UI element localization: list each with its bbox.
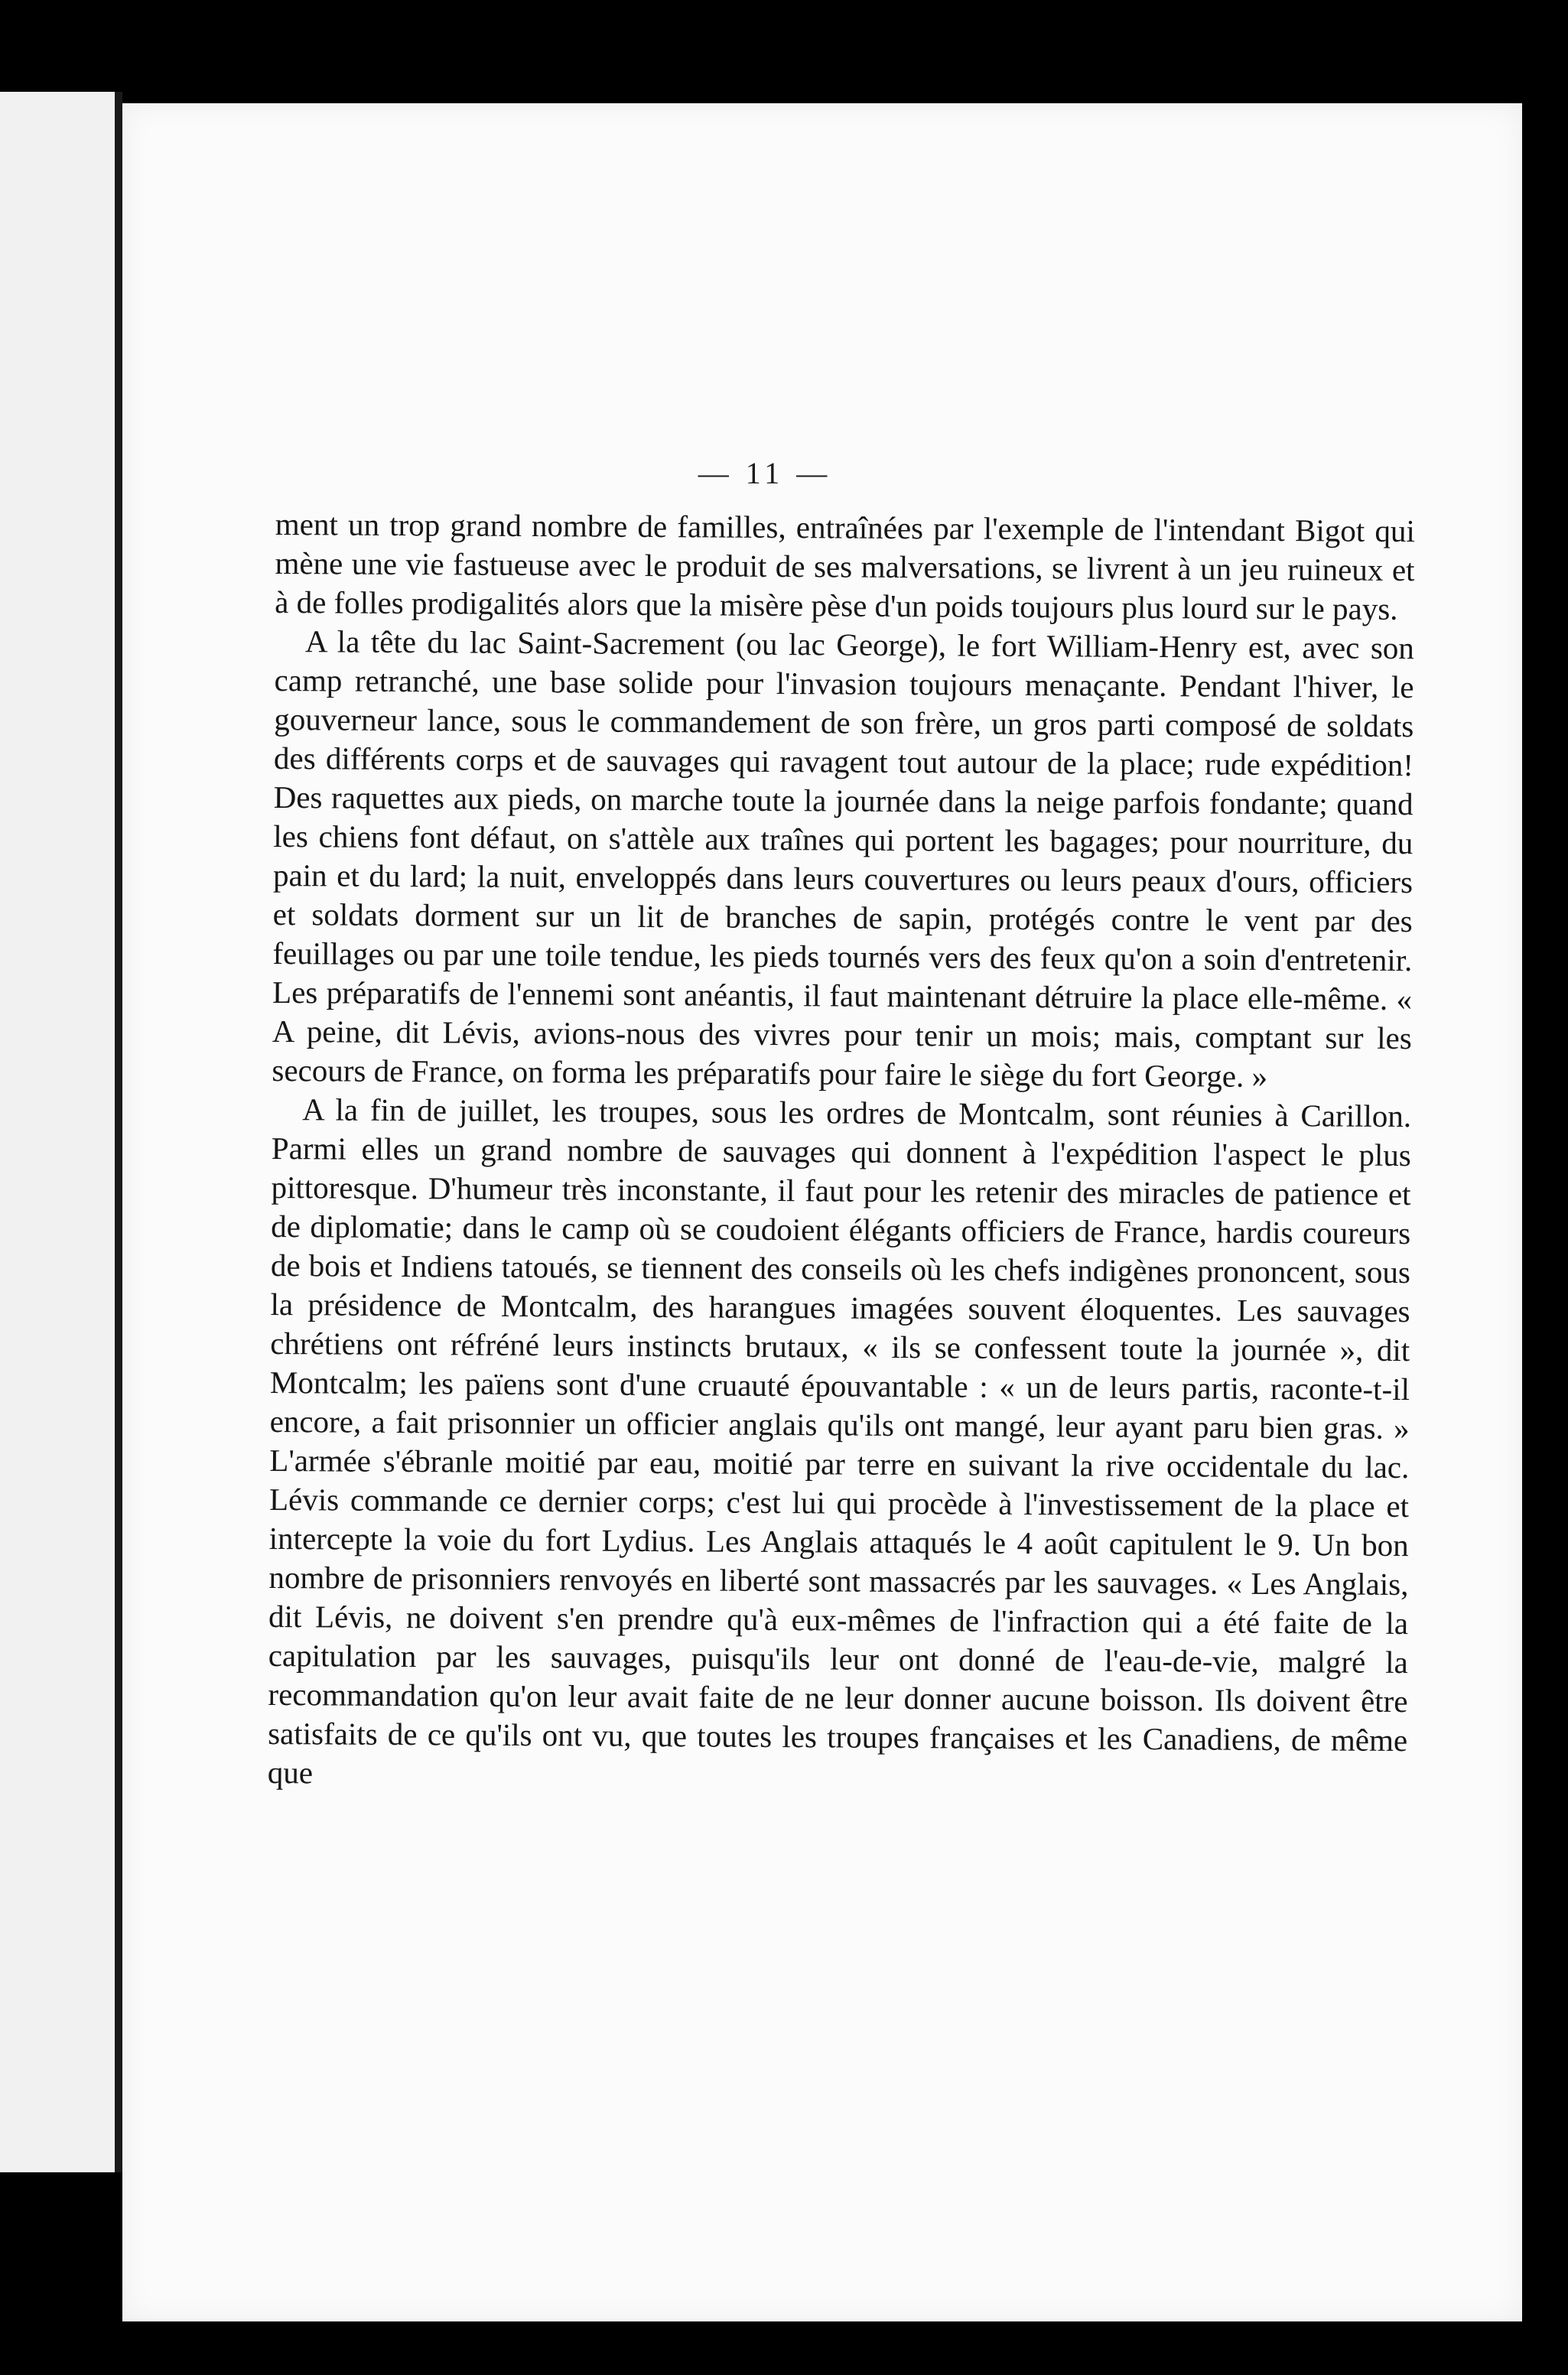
paragraph-fort-william-henry: A la tête du lac Saint-Sacrement (ou lac George), le fort William-Henry est, avec son camp retranché, une base solide pour l'invasion toujours menaçante. Pendant l'hiver, le gouverneur lance, sous le commandement de son frère, un gros parti composé de soldats des différents corps et de sauvages qui ravagent tout autour de la place; rude expédition! Des raquettes aux pieds, on marche toute la journée dans la neige parfois fondante; quand les chiens font défaut, on s'attèle aux traînes qui portent les bagages; pour nourriture, du pain et du lard; la nuit, enveloppés dans leurs couvertures ou leurs peaux d'ours, officiers et soldats dorment sur un lit de branches de sapin, protégés contre le vent par des feuillages ou par une toile tendue, les pieds tournés vers des feux qu'on a soin d'entretenir. Les préparatifs de l'ennemi sont anéantis, il faut maintenant détruire la place elle-même. « A peine, dit Lévis, avions-nous des vivres pour tenir un mois; mais, comptant sur les secours de France, on forma les préparatifs pour faire le siège du fort George. » bbox=[272, 623, 1415, 1094]
paragraph-carillon: A la fin de juillet, les troupes, sous les ordres de Montcalm, sont réunies à Carillon. Parmi elles un grand nombre de sauvages qui donnent à l'expédition l'aspect le plus pittoresque. D'humeur très inconstante, il faut pour les retenir des miracles de patience et de diplomatie; dans le camp où se coudoient élégants officiers de France, hardis coureurs de bois et Indiens tatoués, se tiennent des conseils où les chefs indigènes prononcent, sous la présidence de Montcalm, des harangues imagées souvent éloquentes. Les sauvages chrétiens ont réfréné leurs instincts brutaux, « ils se confessent toute la journée », dit Montcalm; les païens sont d'une cruauté épouvantable : « un de leurs partis, raconte-t-il encore, a fait prisonnier un officier anglais qu'ils ont mangé, leur ayant paru bien gras. » L'armée s'ébranle moitié par eau, moitié par terre en suivant la rive occidentale du lac. Lévis commande ce dernier corps; c'est lui qui procède à l'investissement de la place et intercepte la voie du fort Lydius. Les Anglais attaqués le 4 août capitulent le 9. Un bon nombre de prisonniers renvoyés en liberté sont massacrés par les sauvages. « Les Anglais, dit Lévis, ne doivent s'en prendre qu'à eux-mêmes de l'infraction qui a été faite de la capitulation par les sauvages, puisqu'ils leur ont donné de l'eau-de-vie, malgré la recommandation qu'on leur avait faite de ne leur donner aucune boisson. Ils doivent être satisfaits de ce qu'ils ont vu, que toutes les troupes françaises et les Canadiens, de même que bbox=[267, 1092, 1412, 1791]
previous-page-edge bbox=[0, 92, 122, 2172]
paragraph-continuation: ment un trop grand nombre de familles, entraînées par l'exemple de l'intendant Bigot qui mène une vie fastueuse avec le produit de ses malversations, se livrent à un jeu ruineux et à de folles prodigalités alors que la misère pèse d'un poids toujours plus lourd sur le pays. bbox=[275, 506, 1415, 626]
body-text bbox=[268, 505, 1415, 1799]
book-page bbox=[122, 103, 1522, 2321]
page-number: — 11 — bbox=[698, 456, 832, 490]
